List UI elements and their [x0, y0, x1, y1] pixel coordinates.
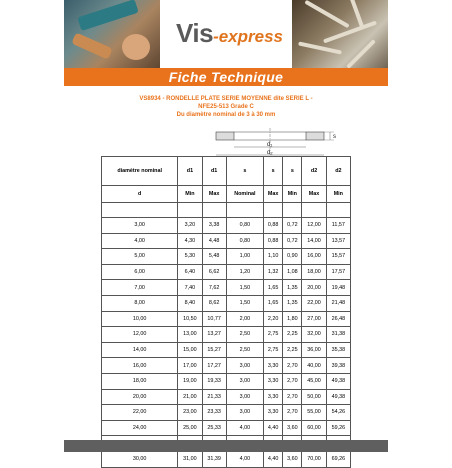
table-cell: 4,00: [226, 420, 263, 436]
logo-sub-text: -express: [213, 27, 283, 46]
table-cell: 3,00: [226, 389, 263, 405]
table-cell: 55,00: [302, 405, 326, 421]
table-cell: 23,00: [178, 405, 202, 421]
tool-shape: [77, 0, 138, 31]
table-cell: 30,00: [102, 451, 178, 467]
table-header-row: [102, 157, 351, 186]
table-cell: 5,00: [102, 249, 178, 265]
table-cell: 15,27: [202, 342, 226, 358]
table-cell: 1,35: [283, 280, 302, 296]
table-cell: 59,26: [326, 420, 350, 436]
subheader-cell: d: [102, 186, 178, 203]
table-subheader-row: [102, 186, 351, 203]
table-cell: 1,20: [226, 264, 263, 280]
table-cell: 0,72: [283, 218, 302, 234]
table-row: [102, 233, 351, 249]
table-cell: 21,33: [202, 389, 226, 405]
technical-sheet-page: [64, 0, 388, 463]
table-cell: 32,00: [302, 327, 326, 343]
header-cell: s: [283, 157, 302, 186]
product-description: [84, 95, 368, 119]
header-cell: d1: [202, 157, 226, 186]
table-cell: 26,48: [326, 311, 350, 327]
table-cell: 2,25: [283, 342, 302, 358]
dimensions-table: [101, 156, 351, 468]
subheader-cell: Max: [202, 186, 226, 203]
table-cell: 3,30: [264, 389, 283, 405]
table-cell: 16,00: [302, 249, 326, 265]
table-cell: 8,62: [202, 295, 226, 311]
table-cell: 25,00: [178, 420, 202, 436]
table-cell: 4,40: [264, 451, 283, 467]
table-cell: 7,62: [202, 280, 226, 296]
table-cell: 20,00: [302, 280, 326, 296]
screws-photo: [292, 0, 388, 68]
table-cell: 2,75: [264, 327, 283, 343]
table-row: [102, 389, 351, 405]
table-cell: 31,39: [202, 451, 226, 467]
table-cell: 1,00: [226, 249, 263, 265]
table-cell: 2,25: [283, 327, 302, 343]
table-cell: 2,00: [226, 311, 263, 327]
table-cell: 21,48: [326, 295, 350, 311]
table-cell: 1,80: [283, 311, 302, 327]
header-banner: [64, 0, 388, 68]
table-cell: 17,27: [202, 358, 226, 374]
table-row: [102, 420, 351, 436]
table-cell: 24,00: [102, 420, 178, 436]
header-cell: d2: [326, 157, 350, 186]
table-cell: 2,75: [264, 342, 283, 358]
table-cell: 20,00: [102, 389, 178, 405]
table-cell: 13,27: [202, 327, 226, 343]
table-cell: 19,33: [202, 373, 226, 389]
table-cell: 13,57: [326, 233, 350, 249]
table-cell: 3,00: [226, 358, 263, 374]
washer-section-left: [216, 132, 234, 140]
table-cell: 45,00: [302, 373, 326, 389]
footer-bar: [64, 440, 388, 452]
screw-shape: [304, 0, 349, 28]
table-cell: 17,57: [326, 264, 350, 280]
table-cell: 2,50: [226, 327, 263, 343]
tool-shape: [71, 32, 112, 59]
table-cell: 23,33: [202, 405, 226, 421]
table-row: [102, 264, 351, 280]
table-cell: 12,00: [302, 218, 326, 234]
table-cell: 8,40: [178, 295, 202, 311]
table-cell: 2,20: [264, 311, 283, 327]
header-cell: s: [264, 157, 283, 186]
table-cell: 3,30: [264, 358, 283, 374]
table-cell: 1,65: [264, 295, 283, 311]
table-cell: 31,38: [326, 327, 350, 343]
table-cell: 1,08: [283, 264, 302, 280]
table-cell: 3,00: [226, 405, 263, 421]
table-cell: 19,48: [326, 280, 350, 296]
screw-shape: [346, 39, 376, 68]
table-cell: 10,00: [102, 311, 178, 327]
table-cell: 13,00: [178, 327, 202, 343]
table-cell: 5,48: [202, 249, 226, 265]
s-label: s: [333, 134, 336, 140]
table-cell: 1,65: [264, 280, 283, 296]
header-cell: s: [226, 157, 263, 186]
table-cell: 2,70: [283, 373, 302, 389]
table-cell: 6,62: [202, 264, 226, 280]
description-line: NFE25-513 Grade C: [198, 104, 254, 110]
table-cell: 2,70: [283, 358, 302, 374]
table-cell: 49,38: [326, 373, 350, 389]
washer-section-right: [306, 132, 324, 140]
table-cell: 54,26: [326, 405, 350, 421]
table-cell: 3,20: [178, 218, 202, 234]
d2-label: d₂: [267, 150, 273, 156]
table-cell: 4,00: [226, 451, 263, 467]
table-row: [102, 405, 351, 421]
table-cell: 8,00: [102, 295, 178, 311]
header-cell: diamètre nominal: [102, 157, 178, 186]
table-cell: 0,80: [226, 218, 263, 234]
table-cell: 6,40: [178, 264, 202, 280]
table-cell: 14,00: [102, 342, 178, 358]
table-cell: 36,00: [302, 342, 326, 358]
table-row: [102, 327, 351, 343]
table-cell: 4,30: [178, 233, 202, 249]
title-bar: [64, 68, 388, 86]
description-line: VS8934 - RONDELLE PLATE SERIE MOYENNE dite SERIE L -: [139, 96, 313, 102]
screw-shape: [298, 41, 342, 54]
table-row: [102, 249, 351, 265]
header-cell: d1: [178, 157, 202, 186]
table-cell: 19,00: [178, 373, 202, 389]
table-cell: 1,50: [226, 280, 263, 296]
table-cell: 70,00: [302, 451, 326, 467]
table-spacer-row: [102, 203, 351, 218]
table-cell: 0,90: [283, 249, 302, 265]
table-row: [102, 311, 351, 327]
table-cell: 16,00: [102, 358, 178, 374]
table-cell: 15,57: [326, 249, 350, 265]
table-row: [102, 295, 351, 311]
table-cell: 25,33: [202, 420, 226, 436]
table-cell: 2,70: [283, 389, 302, 405]
table-cell: 1,32: [264, 264, 283, 280]
table-cell: 2,50: [226, 342, 263, 358]
table-cell: 0,72: [283, 233, 302, 249]
table-cell: 3,60: [283, 451, 302, 467]
hand-shape: [122, 34, 150, 60]
table-row: [102, 218, 351, 234]
table-cell: 35,38: [326, 342, 350, 358]
table-cell: 3,00: [102, 218, 178, 234]
table-cell: 0,88: [264, 233, 283, 249]
subheader-cell: Min: [178, 186, 202, 203]
header-cell: d2: [302, 157, 326, 186]
table-cell: 21,00: [178, 389, 202, 405]
table-cell: 3,30: [264, 373, 283, 389]
description-line: Du diamètre nominal de 3 à 30 mm: [176, 112, 276, 118]
table-cell: 17,00: [178, 358, 202, 374]
washer-drawing: [214, 126, 344, 160]
table-cell: 7,00: [102, 280, 178, 296]
table-cell: 3,00: [226, 373, 263, 389]
table-cell: 0,80: [226, 233, 263, 249]
table-cell: 22,00: [102, 405, 178, 421]
subheader-cell: Max: [264, 186, 283, 203]
table-cell: 11,57: [326, 218, 350, 234]
table-cell: 4,48: [202, 233, 226, 249]
table-cell: 3,60: [283, 420, 302, 436]
subheader-cell: Min: [326, 186, 350, 203]
table-row: [102, 358, 351, 374]
screw-shape: [347, 0, 364, 29]
table-cell: 1,10: [264, 249, 283, 265]
table-cell: 10,50: [178, 311, 202, 327]
table-cell: 50,00: [302, 389, 326, 405]
logo-main-text: Vis: [176, 18, 214, 48]
table-body: [102, 218, 351, 468]
table-cell: 1,50: [226, 295, 263, 311]
table-cell: 18,00: [102, 373, 178, 389]
table-cell: 0,88: [264, 218, 283, 234]
table-cell: 3,38: [202, 218, 226, 234]
table-cell: 4,40: [264, 420, 283, 436]
screw-shape: [323, 21, 377, 44]
table-cell: 10,77: [202, 311, 226, 327]
table-cell: 5,30: [178, 249, 202, 265]
table-cell: 12,00: [102, 327, 178, 343]
table-cell: 69,26: [326, 451, 350, 467]
table-cell: 14,00: [302, 233, 326, 249]
table-cell: 3,30: [264, 405, 283, 421]
table-cell: 15,00: [178, 342, 202, 358]
subheader-cell: Min: [283, 186, 302, 203]
table-row: [102, 342, 351, 358]
table-cell: 18,00: [302, 264, 326, 280]
table-cell: 6,00: [102, 264, 178, 280]
page-title: Fiche Technique: [168, 69, 284, 85]
table-cell: 4,00: [102, 233, 178, 249]
table-cell: 40,00: [302, 358, 326, 374]
table-cell: 60,00: [302, 420, 326, 436]
table-cell: 31,00: [178, 451, 202, 467]
tools-photo: [64, 0, 160, 68]
brand-logo: [176, 18, 286, 48]
subheader-cell: Nominal: [226, 186, 263, 203]
table-cell: 1,35: [283, 295, 302, 311]
table-row: [102, 373, 351, 389]
d1-label: d₁: [267, 142, 273, 148]
table-cell: 27,00: [302, 311, 326, 327]
table-row: [102, 451, 351, 467]
table-cell: 22,00: [302, 295, 326, 311]
table-cell: 7,40: [178, 280, 202, 296]
table-cell: 39,38: [326, 358, 350, 374]
subheader-cell: Max: [302, 186, 326, 203]
table-row: [102, 280, 351, 296]
table-cell: 49,38: [326, 389, 350, 405]
table-cell: 2,70: [283, 405, 302, 421]
